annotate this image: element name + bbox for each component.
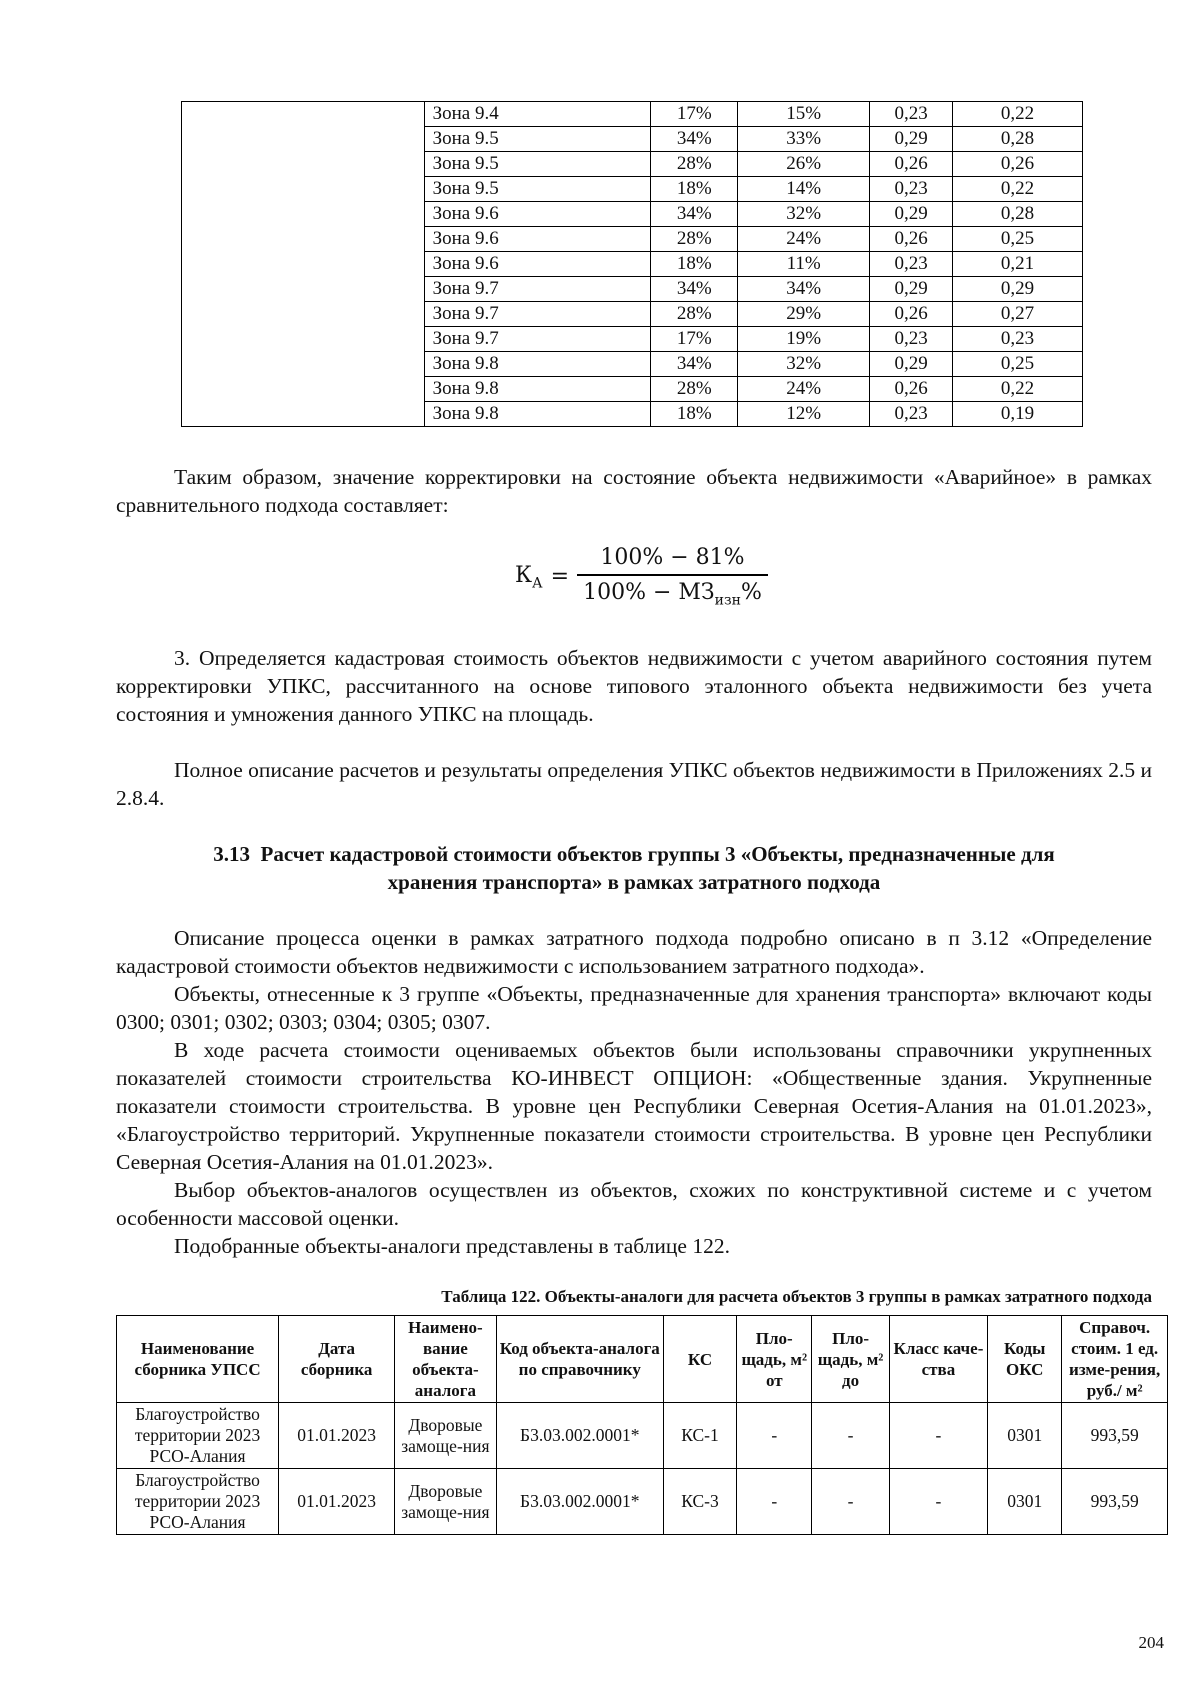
zone-table-empty-cell — [182, 252, 425, 277]
zone-table-cell: 15% — [738, 102, 870, 127]
zone-table-cell: Зона 9.8 — [424, 402, 651, 427]
zone-table-cell: 24% — [738, 377, 870, 402]
zone-table-cell: 0,29 — [870, 352, 953, 377]
zone-table-cell: 0,29 — [870, 127, 953, 152]
zone-table-row — [182, 202, 1083, 227]
zone-table-row — [182, 302, 1083, 327]
zone-table-cell: Зона 9.7 — [424, 277, 651, 302]
zone-table-cell: Зона 9.4 — [424, 102, 651, 127]
zone-table-empty-cell — [182, 352, 425, 377]
section-title-line1: Расчет кадастровой стоимости объектов группы 3 «Объекты, предназначенные для — [260, 842, 1055, 866]
zone-table-row — [182, 277, 1083, 302]
formula-lhs-symbol: К — [515, 562, 533, 588]
analogs-table-cell: - — [889, 1403, 987, 1469]
paragraph-conclusion-text: Таким образом, значение корректировки на состояние объекта недвижимости «Аварийное» в рамках сравнительного подхода составляет: — [116, 465, 1152, 517]
zone-table-cell: 34% — [651, 202, 738, 227]
zone-table-cell: 0,25 — [953, 227, 1083, 252]
page-number: 204 — [1138, 1633, 1164, 1652]
analogs-table-cell: КС-3 — [663, 1469, 736, 1535]
zone-table-cell: 14% — [738, 177, 870, 202]
zone-table-cell: 0,27 — [953, 302, 1083, 327]
zone-table-cell: 29% — [738, 302, 870, 327]
zone-table-cell: 0,26 — [953, 152, 1083, 177]
analogs-table-cell: КС-1 — [663, 1403, 736, 1469]
zone-table-cell: 24% — [738, 227, 870, 252]
zone-table-cell: 0,29 — [870, 277, 953, 302]
zone-table-cell: 18% — [651, 177, 738, 202]
zone-table-row — [182, 177, 1083, 202]
zone-table — [181, 101, 1083, 427]
zone-table-cell: Зона 9.7 — [424, 327, 651, 352]
analogs-table-cell: 0301 — [988, 1403, 1062, 1469]
zone-table-cell: 19% — [738, 327, 870, 352]
zone-table-cell: 28% — [651, 227, 738, 252]
zone-table-cell: 0,26 — [870, 377, 953, 402]
analogs-table-cell: 01.01.2023 — [279, 1469, 395, 1535]
zone-table-cell: 32% — [738, 352, 870, 377]
zone-table-empty-cell — [182, 127, 425, 152]
zone-table-cell: 17% — [651, 327, 738, 352]
zone-table-row — [182, 352, 1083, 377]
zone-table-empty-cell — [182, 177, 425, 202]
zone-table-row — [182, 127, 1083, 152]
zone-table-empty-cell — [182, 277, 425, 302]
zone-table-cell: 34% — [651, 127, 738, 152]
analogs-table-cell: - — [889, 1469, 987, 1535]
formula-lhs — [515, 563, 543, 591]
formula-denominator-percent: % — [740, 580, 762, 605]
analogs-table-cell: 01.01.2023 — [279, 1403, 395, 1469]
analogs-header-cell: Коды ОКС — [988, 1316, 1062, 1403]
zone-table-empty-cell — [182, 152, 425, 177]
table-caption: Таблица 122. Объекты-аналоги для расчета объектов 3 группы в рамках затратного подхода — [441, 1287, 1152, 1306]
zone-table-cell: 18% — [651, 252, 738, 277]
zone-table-cell: 0,23 — [870, 402, 953, 427]
analogs-table-cell: - — [812, 1469, 889, 1535]
paragraph-step3 — [116, 644, 1152, 728]
zone-table-empty-cell — [182, 377, 425, 402]
zone-table-cell: 34% — [651, 352, 738, 377]
zone-table-row — [182, 402, 1083, 427]
paragraph-references-text: В ходе расчета стоимости оцениваемых объектов были использованы справочники укрупненных показателей стоимости строительства КО-ИНВЕСТ ОПЦИОН: «Общественные здания. Укрупненные показатели стоимости строительства. В уровне цен Республики Северная Осетия-Алания на 01.01.2023», «Благоустройство территорий. Укрупненные показатели стоимости строительства. В уровне цен Республики Северная Осетия-Алания на 01.01.2023». — [116, 1038, 1152, 1174]
zone-table-row — [182, 252, 1083, 277]
zone-table-cell: 0,26 — [870, 227, 953, 252]
paragraph-conclusion — [116, 463, 1152, 519]
zone-table-cell: 0,21 — [953, 252, 1083, 277]
zone-table-cell: 0,22 — [953, 177, 1083, 202]
section-number: 3.13 — [213, 842, 250, 866]
analogs-table-cell: - — [737, 1403, 812, 1469]
analogs-table-cell: Б3.03.002.0001* — [496, 1469, 663, 1535]
zone-table-cell: 0,22 — [953, 377, 1083, 402]
zone-table-cell: 28% — [651, 152, 738, 177]
zone-table-cell: 34% — [651, 277, 738, 302]
analogs-table-cell: - — [737, 1469, 812, 1535]
analogs-table-row — [117, 1403, 1168, 1469]
zone-table-cell: 0,26 — [870, 302, 953, 327]
zone-table-cell: 28% — [651, 302, 738, 327]
zone-table-cell: 0,23 — [870, 252, 953, 277]
analogs-header-cell: КС — [663, 1316, 736, 1403]
zone-table-cell: 0,19 — [953, 402, 1083, 427]
zone-table-cell: Зона 9.6 — [424, 252, 651, 277]
zone-table-cell: 0,28 — [953, 202, 1083, 227]
section-heading — [116, 840, 1152, 896]
zone-table-cell: 0,28 — [953, 127, 1083, 152]
analogs-header-cell: Справоч. стоим. 1 ед. изме-рения, руб./ м² — [1062, 1316, 1168, 1403]
formula-numerator: 100% − 81% — [600, 545, 745, 570]
analogs-header-cell: Дата сборника — [279, 1316, 395, 1403]
paragraph-full-description — [116, 756, 1152, 812]
analogs-header-row — [117, 1316, 1168, 1403]
zone-table-cell: 33% — [738, 127, 870, 152]
formula-denominator — [577, 576, 768, 608]
zone-table-cell: Зона 9.6 — [424, 227, 651, 252]
analogs-header-cell: Пло-щадь, м² до — [812, 1316, 889, 1403]
analogs-header-cell: Наименование сборника УПСС — [117, 1316, 279, 1403]
zone-table-cell: 32% — [738, 202, 870, 227]
analogs-table-cell: Благоустройство территории 2023 РСО-Алания — [117, 1469, 279, 1535]
zone-table-cell: 17% — [651, 102, 738, 127]
zone-table-cell: 0,26 — [870, 152, 953, 177]
zone-table-empty-cell — [182, 402, 425, 427]
formula — [515, 545, 768, 608]
zone-table-row — [182, 327, 1083, 352]
analogs-header-cell: Код объекта-аналога по справочнику — [496, 1316, 663, 1403]
paragraph-choice — [116, 1176, 1152, 1232]
paragraph-step3-text: 3. Определяется кадастровая стоимость объектов недвижимости с учетом аварийного состояния путем корректировки УПКС, рассчитанного на основе типового эталонного объекта недвижимости без учета состояния и умножения данного УПКС на площадь. — [116, 646, 1152, 726]
zone-table-cell: 0,29 — [870, 202, 953, 227]
paragraph-choice-text: Выбор объектов-аналогов осуществлен из объектов, схожих по конструктивной системе и с учетом особенности массовой оценки. — [116, 1178, 1152, 1230]
paragraph-process — [116, 924, 1152, 980]
zone-table-cell: Зона 9.7 — [424, 302, 651, 327]
zone-table-cell: 26% — [738, 152, 870, 177]
zone-table-empty-cell — [182, 302, 425, 327]
zone-table-cell: 11% — [738, 252, 870, 277]
zone-table-cell: Зона 9.6 — [424, 202, 651, 227]
analogs-table-cell: 0301 — [988, 1469, 1062, 1535]
paragraph-process-text: Описание процесса оценки в рамках затратного подхода подробно описано в п 3.12 «Определение кадастровой стоимости объектов недвижимости с использованием затратного подхода». — [116, 926, 1152, 978]
zone-table-cell: 34% — [738, 277, 870, 302]
section-title-line2: хранения транспорта» в рамках затратного подхода — [387, 870, 881, 894]
analogs-table-cell: - — [812, 1403, 889, 1469]
paragraph-codes-text: Объекты, отнесенные к 3 группе «Объекты, предназначенные для хранения транспорта» включают коды 0300; 0301; 0302; 0303; 0304; 0305; 0307. — [116, 982, 1152, 1034]
formula-lhs-subscript: А — [532, 574, 543, 591]
paragraph-full-description-text: Полное описание расчетов и результаты определения УПКС объектов недвижимости в Приложениях 2.5 и 2.8.4. — [116, 758, 1152, 810]
zone-table-cell: 28% — [651, 377, 738, 402]
paragraph-codes — [116, 980, 1152, 1036]
analogs-table-body — [117, 1403, 1168, 1535]
paragraph-references — [116, 1036, 1152, 1176]
analogs-header-cell: Наимено-вание объекта-аналога — [395, 1316, 496, 1403]
zone-table-empty-cell — [182, 202, 425, 227]
zone-table-cell: 0,23 — [953, 327, 1083, 352]
zone-table-cell: 0,23 — [870, 327, 953, 352]
zone-table-cell: Зона 9.8 — [424, 352, 651, 377]
zone-table-body — [182, 102, 1083, 427]
section-heading-line1 — [116, 840, 1152, 868]
analogs-table-cell: Дворовые замоще-ния — [395, 1403, 496, 1469]
zone-table-empty-cell — [182, 327, 425, 352]
analogs-header-cell: Пло-щадь, м² от — [737, 1316, 812, 1403]
analogs-table-cell: 993,59 — [1062, 1403, 1168, 1469]
paragraph-table-reference — [116, 1232, 1152, 1260]
analogs-table-cell: Б3.03.002.0001* — [496, 1403, 663, 1469]
formula-denominator-subscript: изн — [714, 592, 741, 609]
zone-table-row — [182, 102, 1083, 127]
analogs-table — [116, 1315, 1168, 1535]
analogs-table-cell: 993,59 — [1062, 1469, 1168, 1535]
analogs-table-cell: Благоустройство территории 2023 РСО-Алания — [117, 1403, 279, 1469]
paragraph-table-reference-text: Подобранные объекты-аналоги представлены в таблице 122. — [174, 1234, 730, 1258]
zone-table-row — [182, 152, 1083, 177]
analogs-table-cell: Дворовые замоще-ния — [395, 1469, 496, 1535]
analogs-header-cell: Класс каче-ства — [889, 1316, 987, 1403]
zone-table-row — [182, 377, 1083, 402]
zone-table-cell: 0,29 — [953, 277, 1083, 302]
zone-table-cell: 0,23 — [870, 102, 953, 127]
zone-table-cell: Зона 9.5 — [424, 127, 651, 152]
zone-table-cell: Зона 9.8 — [424, 377, 651, 402]
formula-equals: = — [550, 564, 570, 590]
zone-table-empty-cell — [182, 102, 425, 127]
zone-table-cell: 0,22 — [953, 102, 1083, 127]
zone-table-empty-cell — [182, 227, 425, 252]
zone-table-cell: 12% — [738, 402, 870, 427]
formula-fraction — [577, 545, 768, 608]
zone-table-cell: Зона 9.5 — [424, 177, 651, 202]
zone-table-cell: Зона 9.5 — [424, 152, 651, 177]
zone-table-cell: 18% — [651, 402, 738, 427]
zone-table-cell: 0,25 — [953, 352, 1083, 377]
zone-table-row — [182, 227, 1083, 252]
analogs-table-row — [117, 1469, 1168, 1535]
zone-table-cell: 0,23 — [870, 177, 953, 202]
formula-denominator-main: 100% − МЗ — [583, 580, 715, 605]
